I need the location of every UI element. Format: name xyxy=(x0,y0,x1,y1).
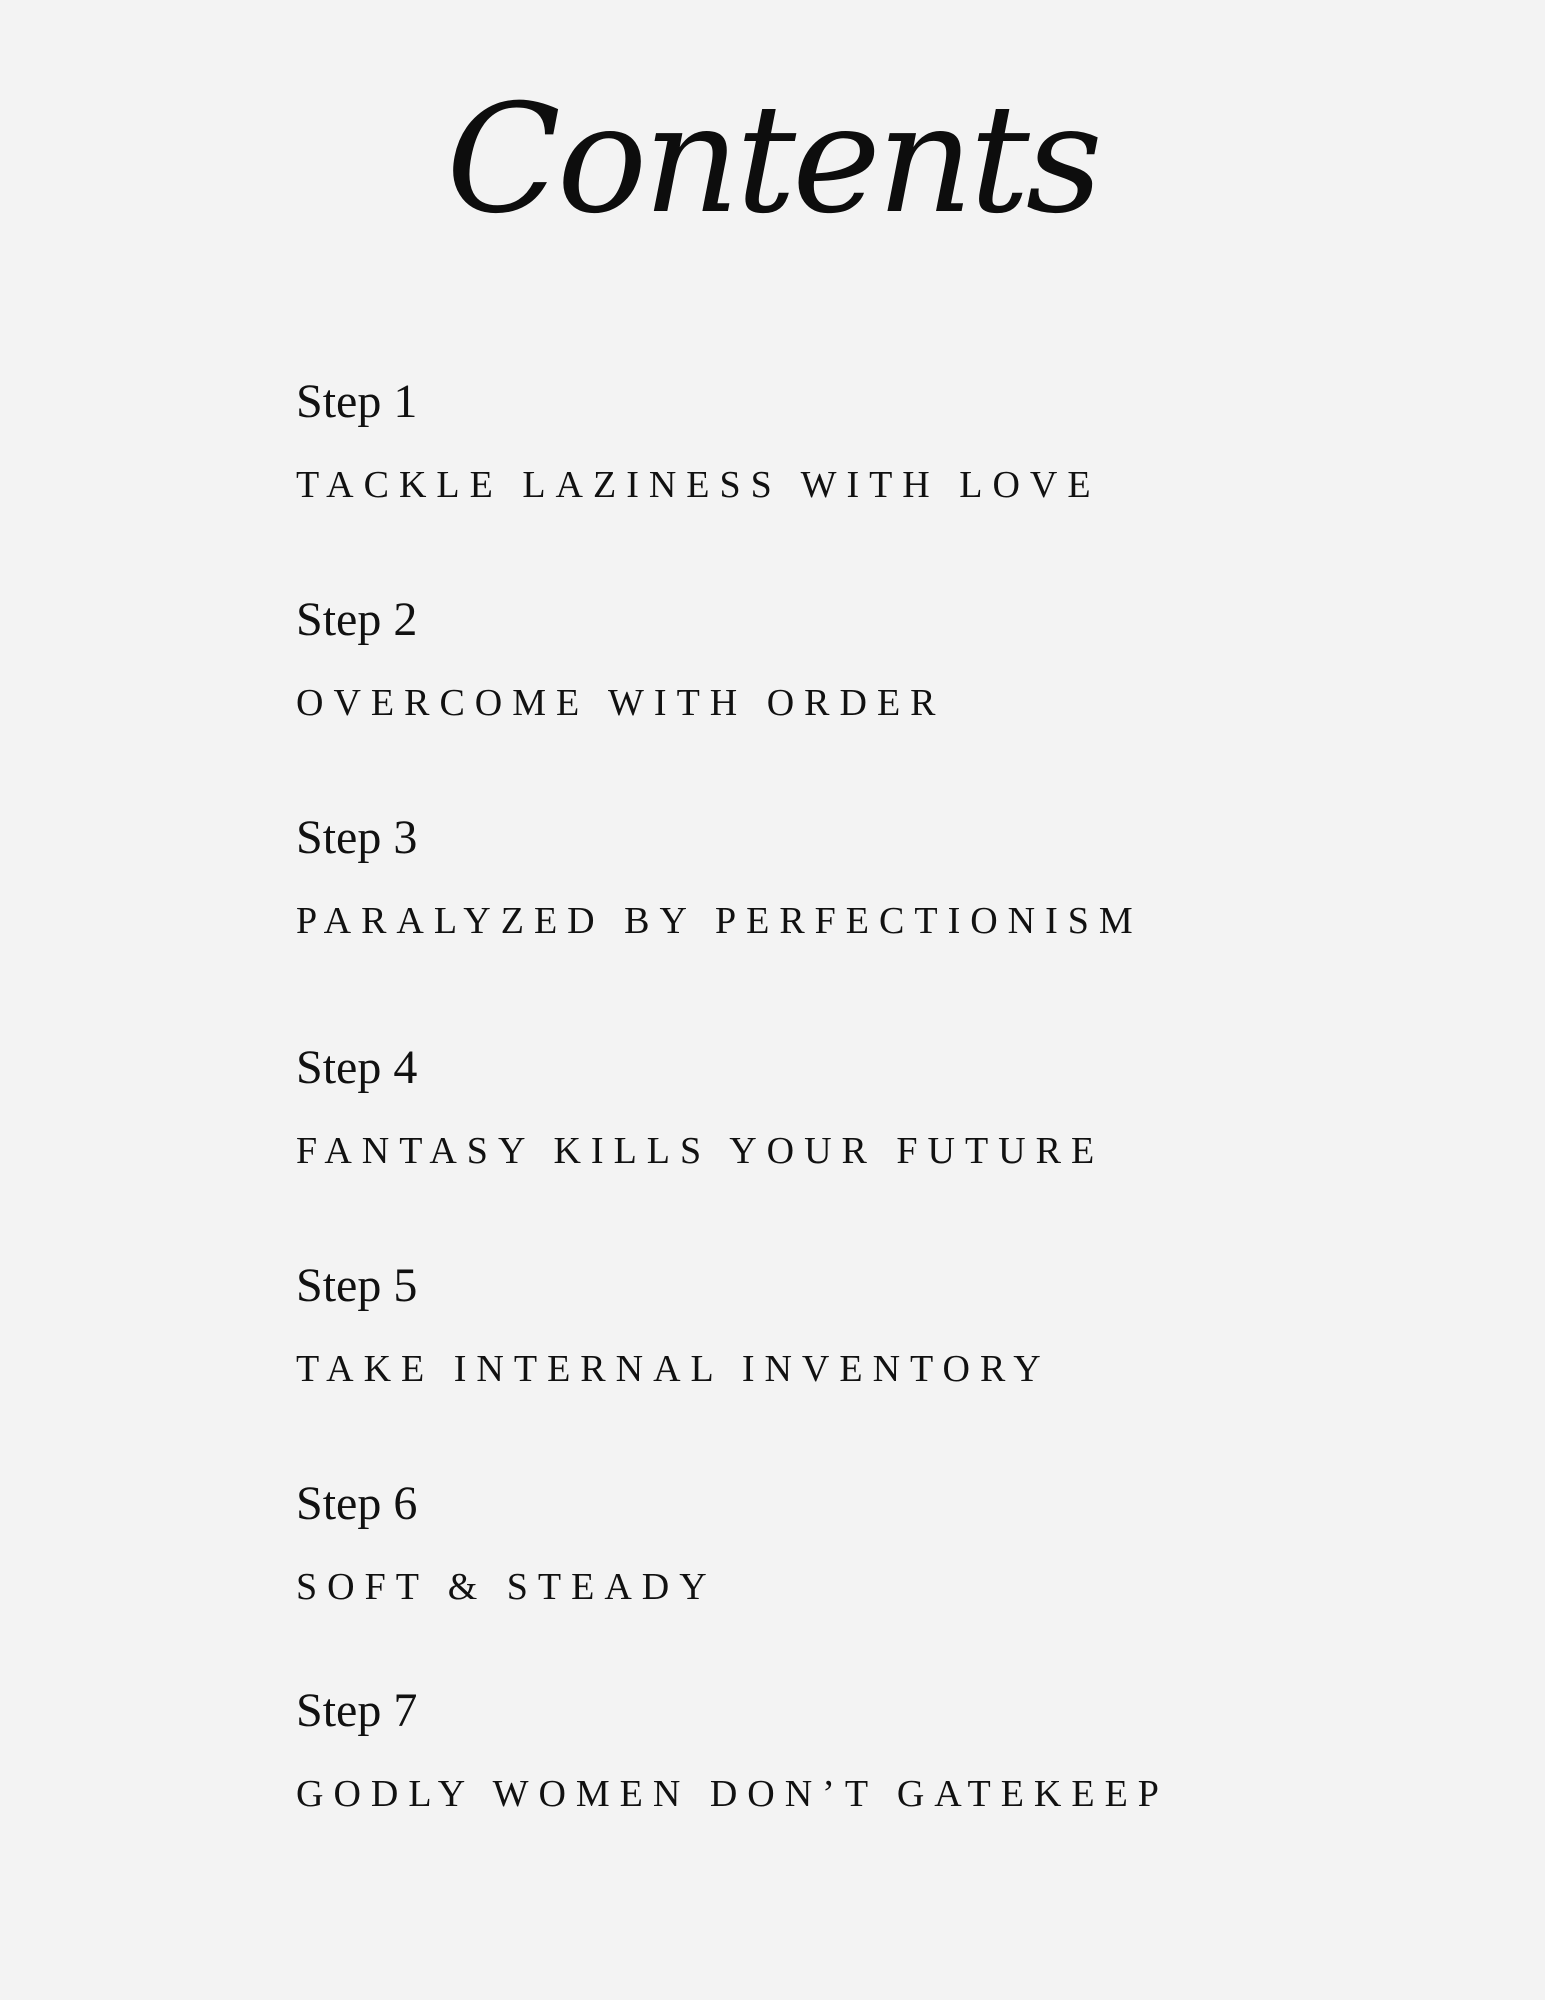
step-title: FANTASY KILLS YOUR FUTURE xyxy=(296,1130,1105,1172)
step-title: TACKLE LAZINESS WITH LOVE xyxy=(296,464,1101,506)
step-title: OVERCOME WITH ORDER xyxy=(296,682,946,724)
step-label: Step 5 xyxy=(296,1259,418,1312)
toc-entry-step-3[interactable] xyxy=(296,808,1296,968)
step-label: Step 6 xyxy=(296,1477,418,1530)
step-label: Step 3 xyxy=(296,811,418,864)
toc-entry-step-2[interactable] xyxy=(296,590,1296,750)
toc-entry-step-1[interactable] xyxy=(296,372,1296,532)
step-label: Step 2 xyxy=(296,593,418,646)
step-title: SOFT & STEADY xyxy=(296,1566,717,1608)
toc-entry-step-7[interactable] xyxy=(296,1681,1296,1841)
step-title: TAKE INTERNAL INVENTORY xyxy=(296,1348,1051,1390)
toc-entry-step-5[interactable] xyxy=(296,1256,1296,1416)
step-title: PARALYZED BY PERFECTIONISM xyxy=(296,900,1143,942)
step-label: Step 7 xyxy=(296,1684,418,1737)
toc-entry-step-6[interactable] xyxy=(296,1474,1296,1634)
step-label: Step 1 xyxy=(296,375,418,428)
toc-entry-step-4[interactable] xyxy=(296,1038,1296,1198)
step-title: GODLY WOMEN DON’T GATEKEEP xyxy=(296,1773,1169,1815)
step-label: Step 4 xyxy=(296,1041,418,1094)
page-title: Contents xyxy=(446,73,1099,247)
